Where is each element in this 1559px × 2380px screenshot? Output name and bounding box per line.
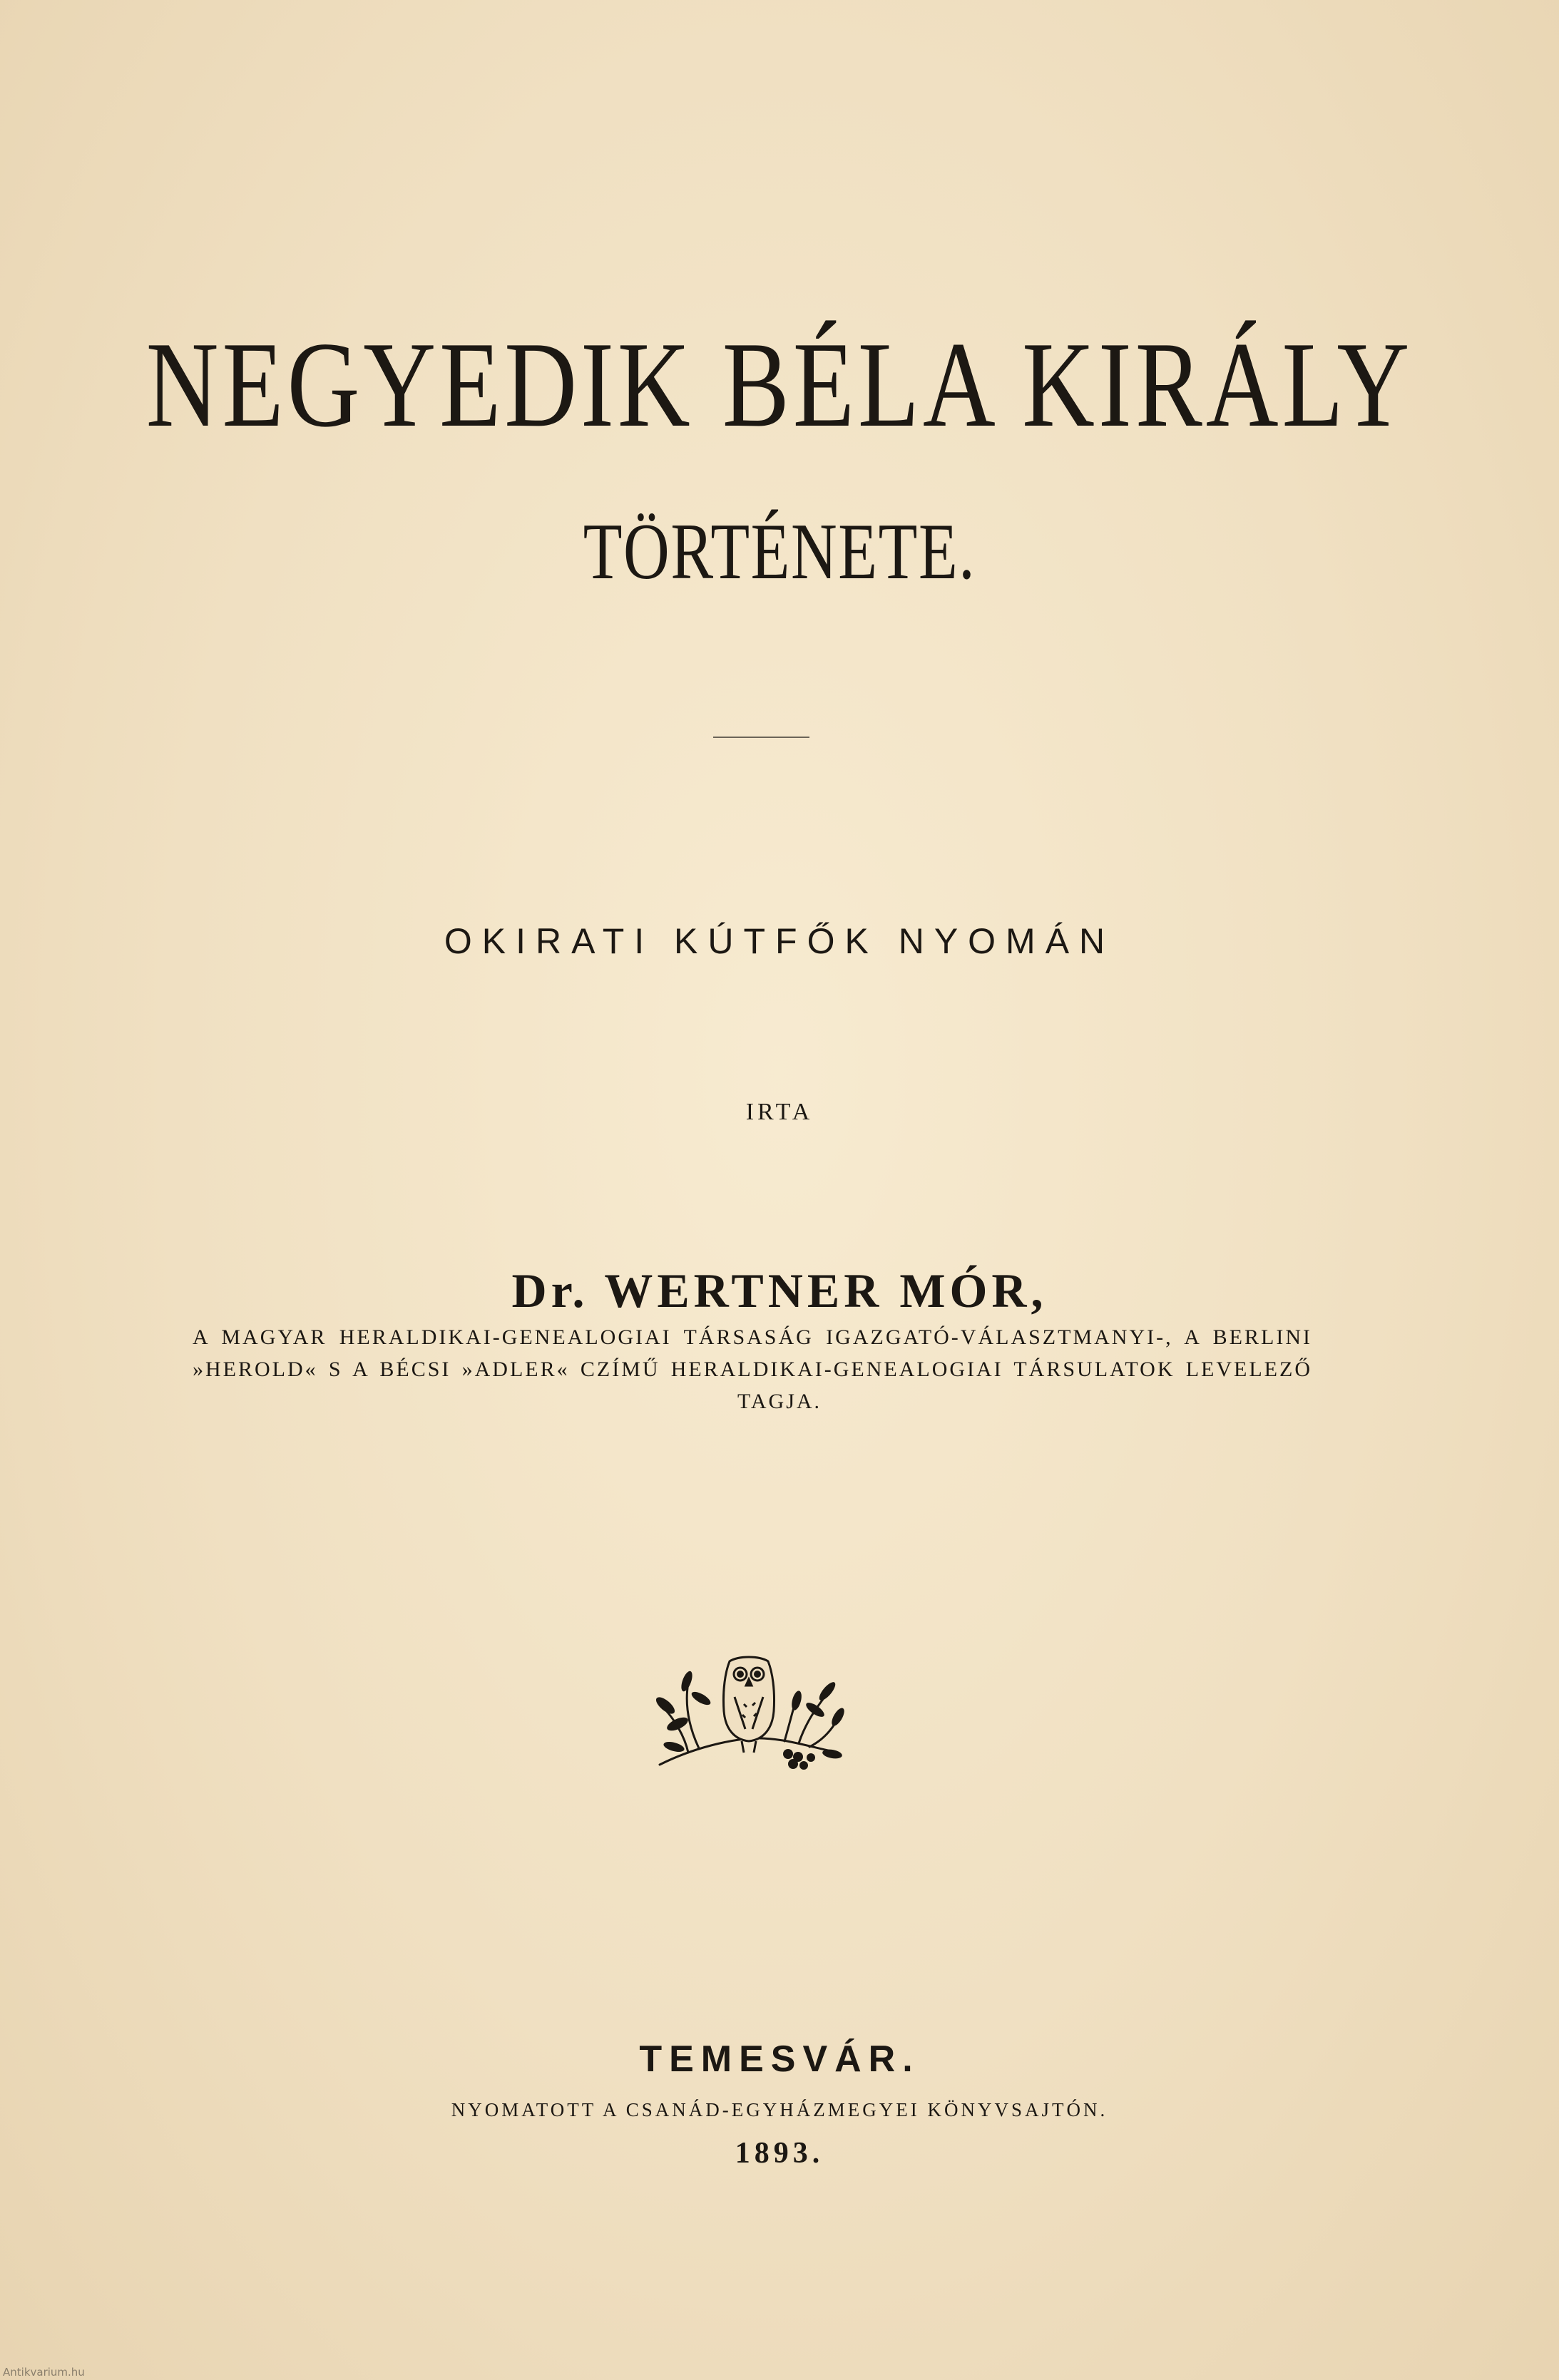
- divider-rule: [713, 737, 809, 738]
- tagline: OKIRATI KÚTFŐK NYOMÁN: [444, 921, 1115, 961]
- imprint-printer: NYOMATOTT A CSANÁD-EGYHÁZMEGYEI KÖNYVSAJTÓN.: [451, 2099, 1108, 2120]
- imprint-city: TEMESVÁR.: [639, 2038, 920, 2080]
- watermark: Antikvarium.hu: [3, 2366, 85, 2379]
- author-credits-line: A MAGYAR HERALDIKAI-GENEALOGIAI TÁRSASÁG IGAZGATÓ-VÁLASZTMANYI-, A BERLINI: [193, 1325, 1312, 1349]
- author-name: Dr. WERTNER MÓR,: [511, 1263, 1048, 1318]
- author-credits-line: TAGJA.: [737, 1390, 822, 1413]
- author-credits-line: »HEROLD« S A BÉCSI »ADLER« CZÍMŰ HERALDIKAI-GENEALOGIAI TÁRSULATOK LEVELEZŐ: [193, 1358, 1312, 1381]
- byline: IRTA: [745, 1099, 814, 1125]
- owl-on-branch-icon: [645, 1640, 852, 1775]
- book-subtitle: TÖRTÉNETE.: [583, 508, 976, 596]
- book-title: NEGYEDIK BÉLA KIRÁLY: [145, 317, 1414, 453]
- imprint-year: 1893.: [735, 2137, 824, 2170]
